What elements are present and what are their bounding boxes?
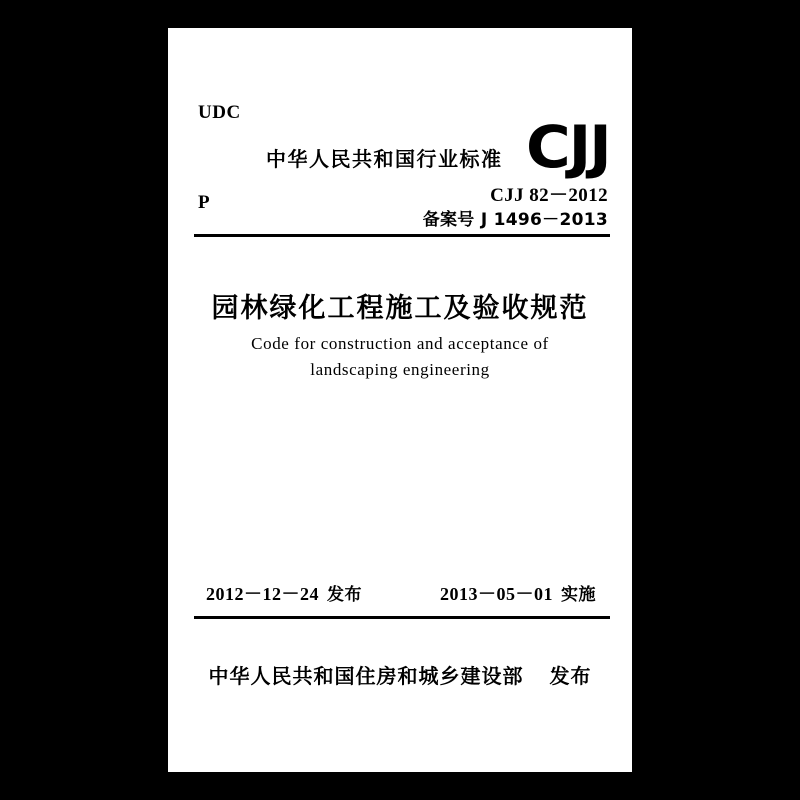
effective-date-group: [440, 580, 596, 606]
issue-action-label: 发布: [327, 585, 362, 605]
title-chinese: 园林绿化工程施工及验收规范: [211, 293, 589, 324]
issuer-name: 中华人民共和国住房和城乡建设部: [208, 664, 524, 688]
effective-date: 2013－05－01: [440, 584, 553, 604]
issuer-action-label: 发布: [549, 664, 592, 688]
issue-date-group: [206, 580, 362, 606]
divider-bottom: [194, 616, 610, 619]
title-english-line-2: landscaping engineering: [310, 360, 490, 379]
issuer-line: [168, 660, 632, 689]
cjj-logo: CJJ: [526, 113, 610, 181]
issue-date: 2012－12－24: [206, 584, 319, 604]
cover-page-content: [168, 28, 632, 772]
title-english: [168, 331, 632, 383]
effective-action-label: 实施: [561, 585, 596, 605]
cover-page: [168, 28, 632, 772]
standard-series-line: 中华人民共和国行业标准: [266, 147, 503, 171]
udc-label: UDC: [198, 102, 241, 123]
title-english-line-1: Code for construction and acceptance of: [251, 334, 549, 353]
dates-row: [194, 580, 610, 606]
record-number: 备案号 J 1496－2013: [422, 210, 608, 230]
classification-p-label: P: [198, 192, 210, 213]
standard-code-number: CJJ 82－2012: [490, 185, 608, 206]
divider-top: [194, 234, 610, 237]
